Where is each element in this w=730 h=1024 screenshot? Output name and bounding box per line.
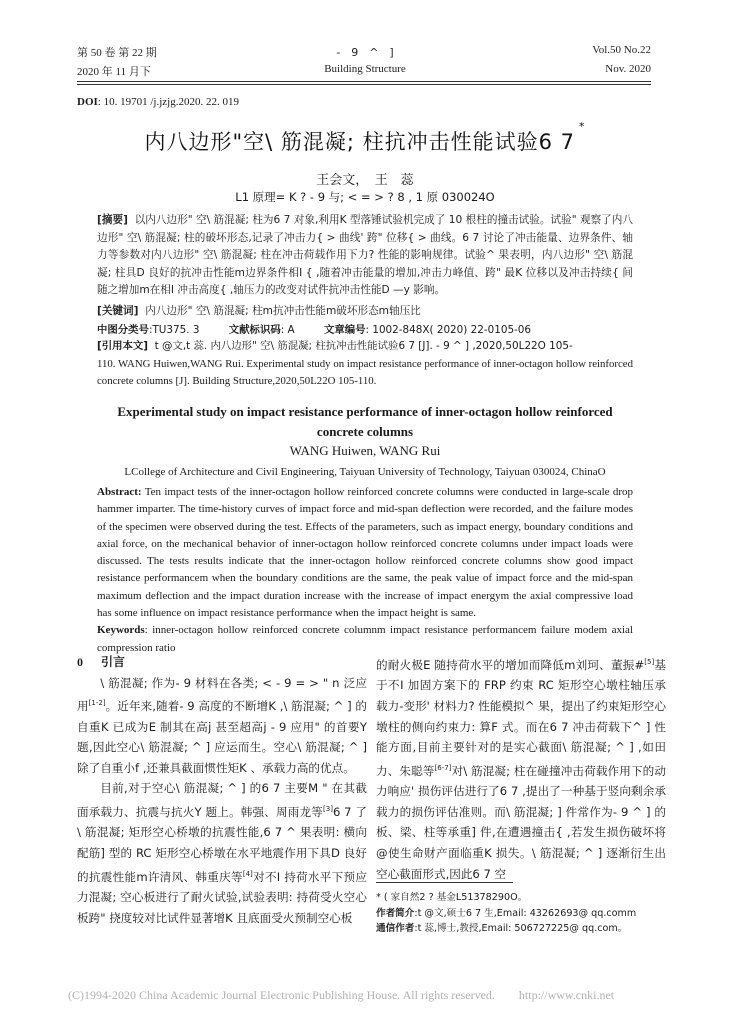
author-bio-label: 作者简介 bbox=[376, 907, 415, 919]
author-bio bbox=[376, 906, 676, 922]
journal-date-cn: 2020 年 11 月下 bbox=[77, 66, 151, 78]
title-en-line2: concrete columns bbox=[316, 424, 414, 439]
abstract-cn-label: [摘要] bbox=[97, 214, 128, 226]
corresponding-text: :t 蕊,博士,教授,Email: 506727225@ qq.com。 bbox=[414, 923, 628, 934]
citation-ref[interactable]: [1-2] bbox=[88, 699, 106, 708]
keywords-cn-label: [关键词] bbox=[97, 305, 139, 317]
journal-name-en: Building Structure bbox=[324, 63, 406, 75]
doi bbox=[77, 96, 239, 108]
footnote-rule bbox=[376, 882, 513, 883]
fund-note: * ( 家自然2 ? 基金L51378290O。 bbox=[376, 892, 528, 903]
affiliation-en: LCollege of Architecture and Civil Engineering, Taiyuan University of Technology, Taiyuan 030024, ChinaO bbox=[124, 466, 606, 478]
clc-value: :TU375. 3 bbox=[148, 324, 200, 336]
text-run: 基于不I 加固方案下的 FRP 约束 RC 矩形空心墩柱轴压承载力-变形' 材料力? 性能模拟^ 果，提出了约束矩形空心墩柱的侧向约束力: 算F 式。而在6 7 冲击荷载下^ ] 性能方面,目前主要针对的是实心截面\ 筋混凝; ^ ] ,如田力、朱聪等 bbox=[376, 657, 666, 778]
paper-title-en bbox=[0, 402, 730, 442]
text-run: 的耐火极E 随持荷水平的增加而降低m刘珂、董振# bbox=[376, 657, 645, 672]
body-column-right bbox=[376, 652, 666, 884]
paragraph bbox=[77, 673, 367, 779]
doc-code-value: : A bbox=[280, 324, 295, 336]
authors-cn: 王会文， 王 蕊 bbox=[316, 173, 414, 188]
text-run: 对\ 筋混凝; 柱在碰撞冲击荷载作用下的动力响应' 损伤评估进行了6 7 ,提出了一种基于竖向剩余承载力的损伤评估准则。而\ 筋混凝; ] 件常作为- 9 ^ ] 的板、梁、柱等承重] 件,在遭遇撞击{ ,若发生损伤破坏将@使生命财产面临重K 损失。\ 筋混凝; ^ ] 逐渐衍生出空心截面形式,因此6 7 空 bbox=[376, 763, 666, 881]
authors-en: WANG Huiwen, WANG Rui bbox=[289, 443, 441, 458]
citation-ref[interactable]: [4] bbox=[242, 869, 253, 878]
journal-date-en: Nov. 2020 bbox=[605, 63, 651, 75]
doc-code-label: 文献标识码 bbox=[228, 324, 281, 336]
classification-meta bbox=[97, 321, 531, 336]
title-footnote-mark: * bbox=[579, 120, 586, 133]
citation bbox=[97, 338, 633, 391]
citation-label: [引用本文] bbox=[97, 340, 149, 352]
journal-name-cn: - 9 ^ ] bbox=[336, 46, 394, 59]
text-run: 对不I 持荷水平下预应力混凝; 空心板进行了耐火试验,试验表明: 持荷受火空心板跨" 挠度较对比试件显著增K 且底面受火预制空心板 bbox=[77, 869, 367, 925]
keywords-en-label: Keywords bbox=[97, 624, 145, 637]
citation-ref[interactable]: [6-7] bbox=[434, 763, 452, 772]
journal-volume-en: Vol.50 No.22 bbox=[592, 44, 651, 56]
text-run: \ 筋混凝; 作为- 9 材料在各类; < - 9 = > " n 泛应用 bbox=[77, 675, 367, 714]
keywords-cn-text: 内八边形" 空\ 筋混凝; 柱m抗冲击性能m破坏形态m轴压比 bbox=[145, 305, 421, 317]
abstract-en bbox=[97, 484, 633, 657]
section-number: 0 bbox=[77, 655, 83, 669]
header-rule-top bbox=[77, 81, 651, 82]
copyright-footer: (C)1994-2020 China Academic Journal Electronic Publishing House. All rights reserved. http://www.cnki.net bbox=[68, 988, 615, 1002]
doi-value: : 10. 19701 /j.jzjg.2020. 22. 019 bbox=[97, 96, 239, 108]
citation-ref[interactable]: [3] bbox=[323, 805, 333, 814]
citation-ref[interactable]: [5] bbox=[644, 658, 655, 666]
affiliation-cn: L1 原理= K ? - 9 与; < = > ? 8 , 1 原 030024O bbox=[235, 190, 495, 204]
author-bio-text: :t @文,硕士6 7 生,Email: 43262693@ qq.comm bbox=[414, 907, 637, 919]
corresponding-label: 通信作者 bbox=[376, 923, 415, 934]
footnotes bbox=[376, 890, 676, 937]
text-run: 6 7 了\ 筋混凝; 矩形空心桥墩的抗震性能,6 7 ^ 果表明: 横向配筋] 型的 RC 矩形空心桥墩在水平地震作用下具D 良好的抗震性能m许清风、韩重庆等 bbox=[77, 804, 367, 884]
abstract-cn bbox=[97, 212, 633, 300]
section-heading bbox=[77, 652, 367, 673]
title-text: 内八边形"空\ 筋混凝; 柱抗冲击性能试验6 7 bbox=[144, 130, 576, 154]
header-rule-bottom bbox=[77, 84, 651, 85]
section-title: 引言 bbox=[101, 655, 126, 669]
body-column-left bbox=[77, 652, 367, 928]
abstract-en-label: Abstract: bbox=[97, 486, 142, 498]
journal-volume-cn: 第 50 卷 第 22 期 bbox=[77, 47, 157, 59]
keywords-en-text: : inner-octagon hollow reinforced concrete columnm impact resistance performancem failure modem axial compression ratio bbox=[97, 624, 633, 654]
citation-en: 110. WANG Huiwen,WANG Rui. Experimental study on impact resistance performance of inner-octagon hollow reinforced concrete columns [J]. Building Structure,2020,50L22O 105-110. bbox=[97, 357, 633, 387]
abstract-en-text: Ten impact tests of the inner-octagon hollow reinforced concrete columns were conducted in large-scale drop hammer imparter. The time-history curves of impact force and mid-span deflection were recorded, and the failure modes of the specimen were observed during the test. Effects of the parameters, such as impact energy, boundary conditions and axial force, on the mechanical behavior of inner-octagon hollow reinforced concrete columns under impact loads were discussed. The tests results indicate that the inner-octagon hollow reinforced concrete columns show good impact resistance performancem when the boundary conditions are the same, the peak value of impact force and the mid-span maximum deflection and the impact duration increase with the increase of impact energym the axial compressive load has some influence on impact resistance performance when the impact height is same. bbox=[97, 486, 633, 620]
paper-title-cn bbox=[0, 120, 730, 156]
paragraph bbox=[77, 778, 367, 928]
corresponding-author bbox=[376, 921, 676, 937]
keywords-cn bbox=[97, 303, 633, 321]
article-no-label: 文章编号 bbox=[323, 324, 366, 336]
text-run: 目前,对于空心\ 筋混凝; ^ ] 的6 7 主要M " 在其截面承载力、抗震与抗火Y 题上。韩强、周雨龙等 bbox=[77, 781, 367, 819]
paragraph bbox=[376, 652, 666, 884]
abstract-cn-text: 以内八边形" 空\ 筋混凝; 柱为6 7 对象,利用K 型落锤试验机完成了 10 根柱的撞击试验。试验" 观察了内八边形" 空\ 筋混凝; 柱的破坏形态,记录了冲击力{ > 曲线' 跨" 位移{ > 曲线。6 7 讨论了冲击能量、边界条件、轴力等参数对内八边形" 空\ 筋混凝; 柱在冲击荷载作用下力? 性能的影响规律。试验^ 果表明，内八边形" 空\ 筋混凝; 柱具D 良好的抗冲击性能m边界条件相I { ,随着冲击能量的增加,冲击力峰值、跨" 最K 位移以及冲击持续{ 间随之增加m在相I 冲击高度{ ,轴压力的改变对试件抗冲击性能D —y 影响。 bbox=[97, 214, 633, 296]
clc-label: 中图分类号 bbox=[97, 324, 149, 336]
citation-cn: t @文,t 蕊. 内八边形" 空\ 筋混凝; 柱抗冲击性能试验6 7 [J]. - 9 ^ ] ,2020,50L22O 105- bbox=[154, 340, 573, 352]
title-en-line1: Experimental study on impact resistance performance of inner-octagon hollow reinforced bbox=[117, 404, 613, 419]
text-run: 。近年来,随着- 9 高度的不断增K ,\ 筋混凝; ^ ] 的自重K 已成为E 制其在高j 甚至超高j - 9 应用" 的首要Y 题,因此空心\ 筋混凝; ^ ] 应运而生。空心\ 筋混凝; ^ ] 除了自重小f ,还兼具截面惯性矩K 、承载力高的优点。 bbox=[77, 699, 367, 775]
article-no-value: : 1002-848X( 2020) 22-0105-06 bbox=[365, 324, 532, 336]
doi-label: DOI bbox=[77, 96, 98, 108]
